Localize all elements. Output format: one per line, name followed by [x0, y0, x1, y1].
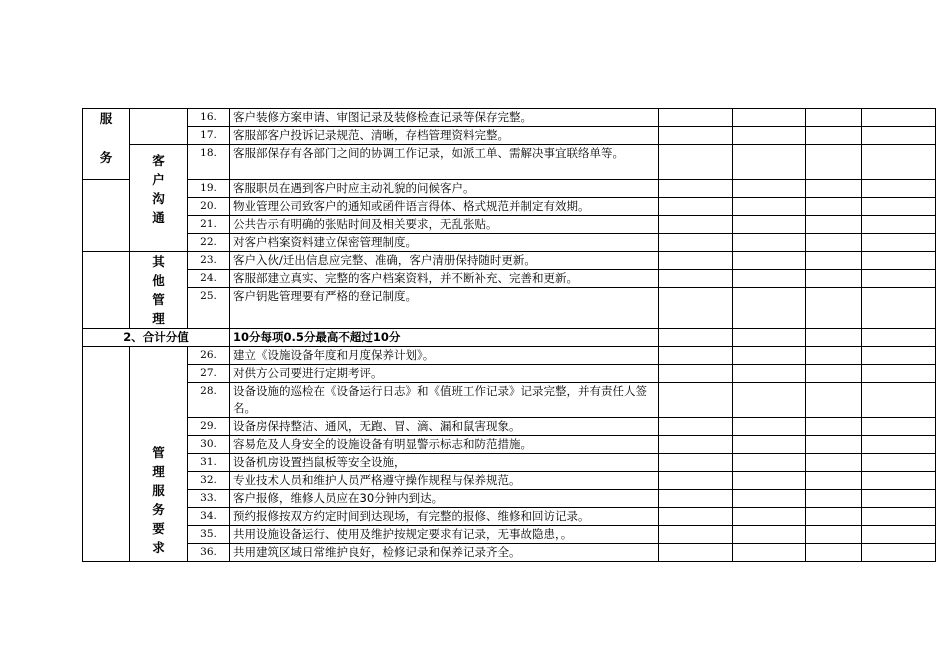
score-cell [862, 109, 936, 127]
score-cell [659, 180, 733, 198]
row-text: 客服部建立真实、完整的客户档案资料，并不断补充、完善和更新。 [230, 270, 659, 288]
score-cell [806, 347, 862, 365]
score-cell [806, 288, 862, 329]
score-cell [806, 198, 862, 216]
score-cell [862, 526, 936, 544]
score-cell [733, 252, 806, 270]
row-number: 30. [188, 436, 230, 454]
table-row [83, 180, 936, 198]
score-cell [806, 234, 862, 252]
score-cell [659, 472, 733, 490]
score-cell [733, 472, 806, 490]
score-cell [806, 436, 862, 454]
row-number: 27. [188, 365, 230, 383]
score-cell [659, 383, 733, 418]
section-blank-cell [83, 347, 130, 562]
section-qita-label: 其 他 管 理 [130, 252, 188, 329]
score-cell [862, 544, 936, 562]
score-cell [659, 127, 733, 145]
table-row [83, 145, 936, 180]
score-cell [806, 472, 862, 490]
score-cell [659, 329, 733, 347]
score-cell [659, 418, 733, 436]
score-cell [659, 288, 733, 329]
score-cell [806, 383, 862, 418]
score-cell [733, 347, 806, 365]
section-blank-cell [83, 180, 130, 252]
score-cell [862, 365, 936, 383]
score-cell [806, 508, 862, 526]
score-cell [862, 490, 936, 508]
row-text: 客户入伙/迁出信息应完整、准确，客户清册保持随时更新。 [230, 252, 659, 270]
subtotal-row [83, 329, 936, 347]
score-cell [862, 270, 936, 288]
score-cell [733, 526, 806, 544]
score-cell [733, 383, 806, 418]
row-text: 共用建筑区域日常维护良好，检修记录和保养记录齐全。 [230, 544, 659, 562]
score-cell [862, 329, 936, 347]
section-blank-cell [130, 109, 188, 145]
score-cell [806, 127, 862, 145]
row-text: 客服部保存有各部门之间的协调工作记录，如派工单、需解决事宜联络单等。 [230, 145, 659, 180]
score-cell [733, 127, 806, 145]
score-cell [862, 216, 936, 234]
table-row [83, 127, 936, 145]
score-cell [862, 418, 936, 436]
table-row [83, 508, 936, 526]
row-text: 客服职员在遇到客户时应主动礼貌的问候客户。 [230, 180, 659, 198]
score-cell [659, 508, 733, 526]
table-row [83, 454, 936, 472]
score-cell [806, 329, 862, 347]
score-cell [733, 454, 806, 472]
score-cell [733, 329, 806, 347]
score-cell [733, 180, 806, 198]
score-cell [733, 288, 806, 329]
score-cell [659, 526, 733, 544]
table-row [83, 365, 936, 383]
score-cell [659, 252, 733, 270]
row-number: 28. [188, 383, 230, 418]
table-row [83, 544, 936, 562]
row-number: 23. [188, 252, 230, 270]
table-row [83, 472, 936, 490]
score-cell [733, 198, 806, 216]
row-text: 对客户档案资料建立保密管理制度。 [230, 234, 659, 252]
score-cell [733, 418, 806, 436]
score-cell [659, 198, 733, 216]
score-cell [862, 252, 936, 270]
section-blank-cell [83, 252, 130, 329]
row-text: 设备房保持整洁、通风，无跑、冒、滴、漏和鼠害现象。 [230, 418, 659, 436]
row-number: 26. [188, 347, 230, 365]
row-text: 客户报修，维修人员应在30分钟内到达。 [230, 490, 659, 508]
score-cell [806, 145, 862, 180]
table-row [83, 288, 936, 329]
row-number: 25. [188, 288, 230, 329]
score-cell [862, 472, 936, 490]
score-cell [659, 234, 733, 252]
row-text: 建立《设施设备年度和月度保养计划》。 [230, 347, 659, 365]
score-cell [806, 180, 862, 198]
score-cell [862, 436, 936, 454]
row-number: 34. [188, 508, 230, 526]
score-cell [733, 109, 806, 127]
score-cell [806, 544, 862, 562]
score-cell [806, 526, 862, 544]
row-number: 18. [188, 145, 230, 180]
row-number: 35. [188, 526, 230, 544]
assessment-table [82, 108, 936, 562]
score-cell [806, 109, 862, 127]
score-cell [806, 490, 862, 508]
score-cell [659, 216, 733, 234]
subtotal-label: 2、合计分值 [83, 329, 230, 347]
row-number: 36. [188, 544, 230, 562]
table-row [83, 109, 936, 127]
score-cell [733, 145, 806, 180]
score-cell [733, 490, 806, 508]
row-text: 设备机房设置挡鼠板等安全设施， [230, 454, 659, 472]
table-row [83, 436, 936, 454]
score-cell [806, 252, 862, 270]
score-cell [659, 347, 733, 365]
subtotal-value: 10分每项0.5分最高不超过10分 [230, 329, 659, 347]
table-row [83, 383, 936, 418]
score-cell [733, 436, 806, 454]
score-cell [806, 418, 862, 436]
table-row [83, 270, 936, 288]
table-row [83, 198, 936, 216]
table-row [83, 252, 936, 270]
row-number: 33. [188, 490, 230, 508]
score-cell [659, 109, 733, 127]
score-cell [862, 127, 936, 145]
score-cell [862, 234, 936, 252]
score-cell [659, 270, 733, 288]
row-text: 客服部客户投诉记录规范、清晰，存档管理资料完整。 [230, 127, 659, 145]
row-text: 客户钥匙管理要有严格的登记制度。 [230, 288, 659, 329]
score-cell [733, 508, 806, 526]
row-text: 专业技术人员和维护人员严格遵守操作规程与保养规范。 [230, 472, 659, 490]
row-text: 公共告示有明确的张贴时间及相关要求，无乱张贴。 [230, 216, 659, 234]
row-number: 32. [188, 472, 230, 490]
score-cell [659, 145, 733, 180]
row-number: 16. [188, 109, 230, 127]
row-number: 29. [188, 418, 230, 436]
row-text: 设备设施的巡检在《设备运行日志》和《值班工作记录》记录完整，并有责任人签名。 [230, 383, 659, 418]
score-cell [659, 454, 733, 472]
row-number: 17. [188, 127, 230, 145]
row-number: 20. [188, 198, 230, 216]
score-cell [659, 544, 733, 562]
score-cell [733, 544, 806, 562]
score-cell [862, 180, 936, 198]
score-cell [862, 347, 936, 365]
table-row [83, 347, 936, 365]
score-cell [862, 508, 936, 526]
section-guanli-label: 管 理 服 务 要 求 [130, 347, 188, 562]
table-row [83, 216, 936, 234]
row-number: 31. [188, 454, 230, 472]
table-row [83, 490, 936, 508]
score-cell [862, 198, 936, 216]
row-text: 客户装修方案申请、审图记录及装修检查记录等保存完整。 [230, 109, 659, 127]
row-text: 对供方公司要进行定期考评。 [230, 365, 659, 383]
score-cell [806, 270, 862, 288]
row-number: 19. [188, 180, 230, 198]
score-cell [862, 145, 936, 180]
score-cell [806, 454, 862, 472]
score-cell [733, 234, 806, 252]
score-cell [862, 288, 936, 329]
section-fuwu-label: 服 务 [83, 109, 130, 180]
score-cell [733, 270, 806, 288]
score-cell [806, 365, 862, 383]
section-kehu-label: 客 户 沟 通 [130, 145, 188, 252]
row-text: 共用设施设备运行、使用及维护按规定要求有记录，无事故隐患，。 [230, 526, 659, 544]
table-row [83, 526, 936, 544]
score-cell [659, 365, 733, 383]
row-number: 21. [188, 216, 230, 234]
row-number: 22. [188, 234, 230, 252]
score-cell [659, 490, 733, 508]
score-cell [862, 383, 936, 418]
row-text: 容易危及人身安全的设施设备有明显警示标志和防范措施。 [230, 436, 659, 454]
score-cell [862, 454, 936, 472]
row-number: 24. [188, 270, 230, 288]
table-row [83, 234, 936, 252]
score-cell [659, 436, 733, 454]
score-cell [733, 365, 806, 383]
score-cell [733, 216, 806, 234]
row-text: 物业管理公司致客户的通知或函件语言得体、格式规范并制定有效期。 [230, 198, 659, 216]
score-cell [806, 216, 862, 234]
row-text: 预约报修按双方约定时间到达现场，有完整的报修、维修和回访记录。 [230, 508, 659, 526]
table-row [83, 418, 936, 436]
